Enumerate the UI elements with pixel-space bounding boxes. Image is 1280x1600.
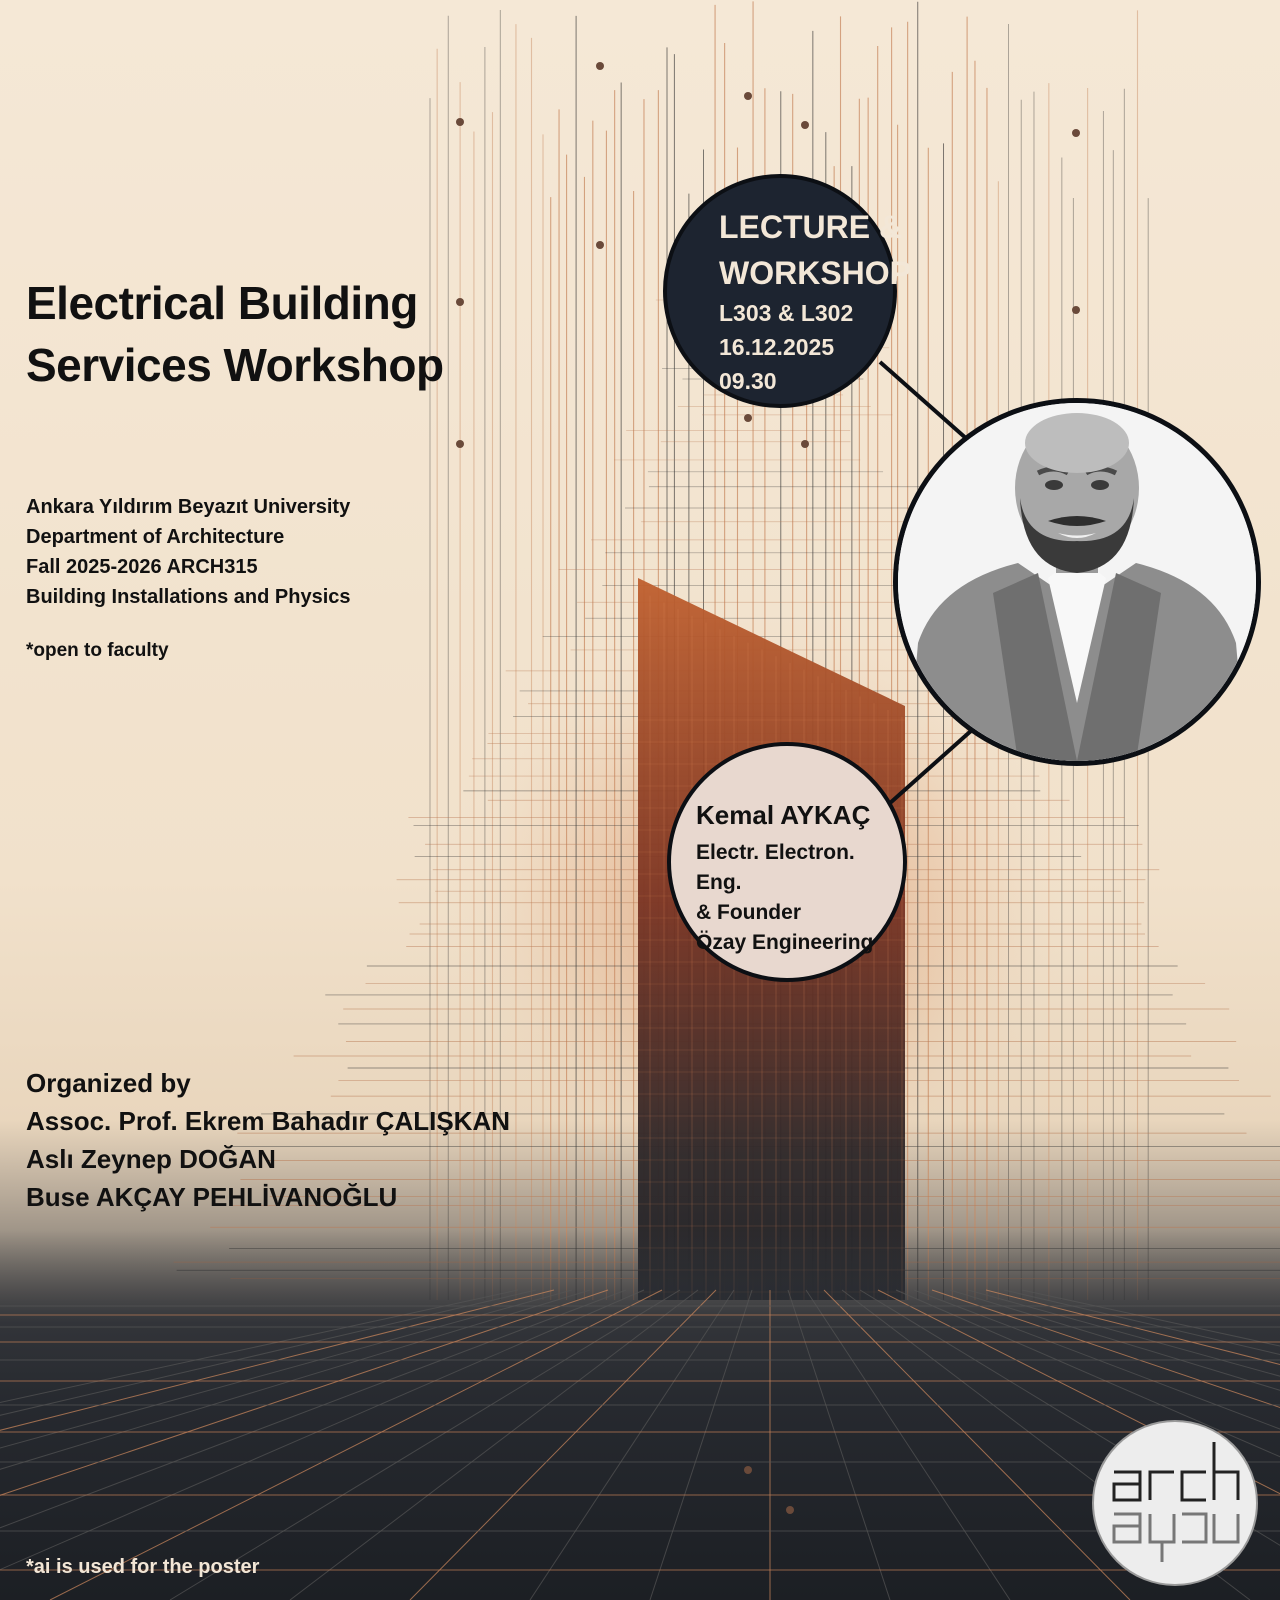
course-info (26, 492, 351, 612)
speaker-role-line-2: & Founder (696, 901, 801, 924)
decorative-dot (596, 62, 604, 70)
arch-logo-icon (1094, 1422, 1256, 1584)
decorative-dot (744, 414, 752, 422)
connector-line-top (880, 362, 968, 440)
organizer-name: Assoc. Prof. Ekrem Bahadır ÇALIŞKAN (26, 1106, 511, 1136)
arch-aybu-logo (1092, 1420, 1258, 1586)
decorative-dot (456, 440, 464, 448)
decorative-dot (744, 1466, 752, 1474)
open-note: *open to faculty (26, 640, 169, 661)
decorative-dot (596, 241, 604, 249)
speaker-portrait-icon (898, 403, 1256, 761)
poster-title (26, 272, 444, 396)
decorative-dot (456, 298, 464, 306)
speaker-role-line-3: Özay Engineering (696, 931, 874, 954)
event-circle (663, 174, 911, 408)
speaker-role (696, 838, 903, 958)
speaker-role-line-1: Electr. Electron. Eng. (696, 841, 855, 894)
floor-shadow (0, 1230, 1280, 1600)
speaker-circle (667, 742, 907, 982)
decorative-dot (801, 440, 809, 448)
decorative-dot (801, 121, 809, 129)
event-heading (719, 204, 911, 296)
event-time: 09.30 (719, 368, 777, 394)
decorative-dot (744, 92, 752, 100)
decorative-dot (456, 118, 464, 126)
organizer-name: Buse AKÇAY PEHLİVANOĞLU (26, 1182, 398, 1212)
organizers-block (26, 1064, 510, 1216)
speaker-photo (893, 398, 1261, 766)
event-heading-line-2: WORKSHOP (719, 255, 911, 291)
title-line-2: Services Workshop (26, 339, 444, 391)
course-name: Building Installations and Physics (26, 586, 351, 608)
decorative-dot (1072, 306, 1080, 314)
ai-note: *ai is used for the poster (26, 1556, 260, 1578)
decorative-dot (1072, 129, 1080, 137)
university-name: Ankara Yıldırım Beyazıt University (26, 496, 351, 518)
department-name: Department of Architecture (26, 526, 285, 548)
speaker-name: Kemal AYKAÇ (696, 800, 871, 830)
organizer-name: Aslı Zeynep DOĞAN (26, 1144, 276, 1174)
decorative-dot (786, 1506, 794, 1514)
event-heading-line-1: LECTURE & (719, 209, 903, 245)
event-rooms: L303 & L302 (719, 300, 854, 326)
organizers-label: Organized by (26, 1068, 191, 1098)
term-course: Fall 2025-2026 ARCH315 (26, 556, 258, 578)
event-details (719, 296, 853, 398)
title-line-1: Electrical Building (26, 277, 418, 329)
event-date: 16.12.2025 (719, 334, 835, 360)
